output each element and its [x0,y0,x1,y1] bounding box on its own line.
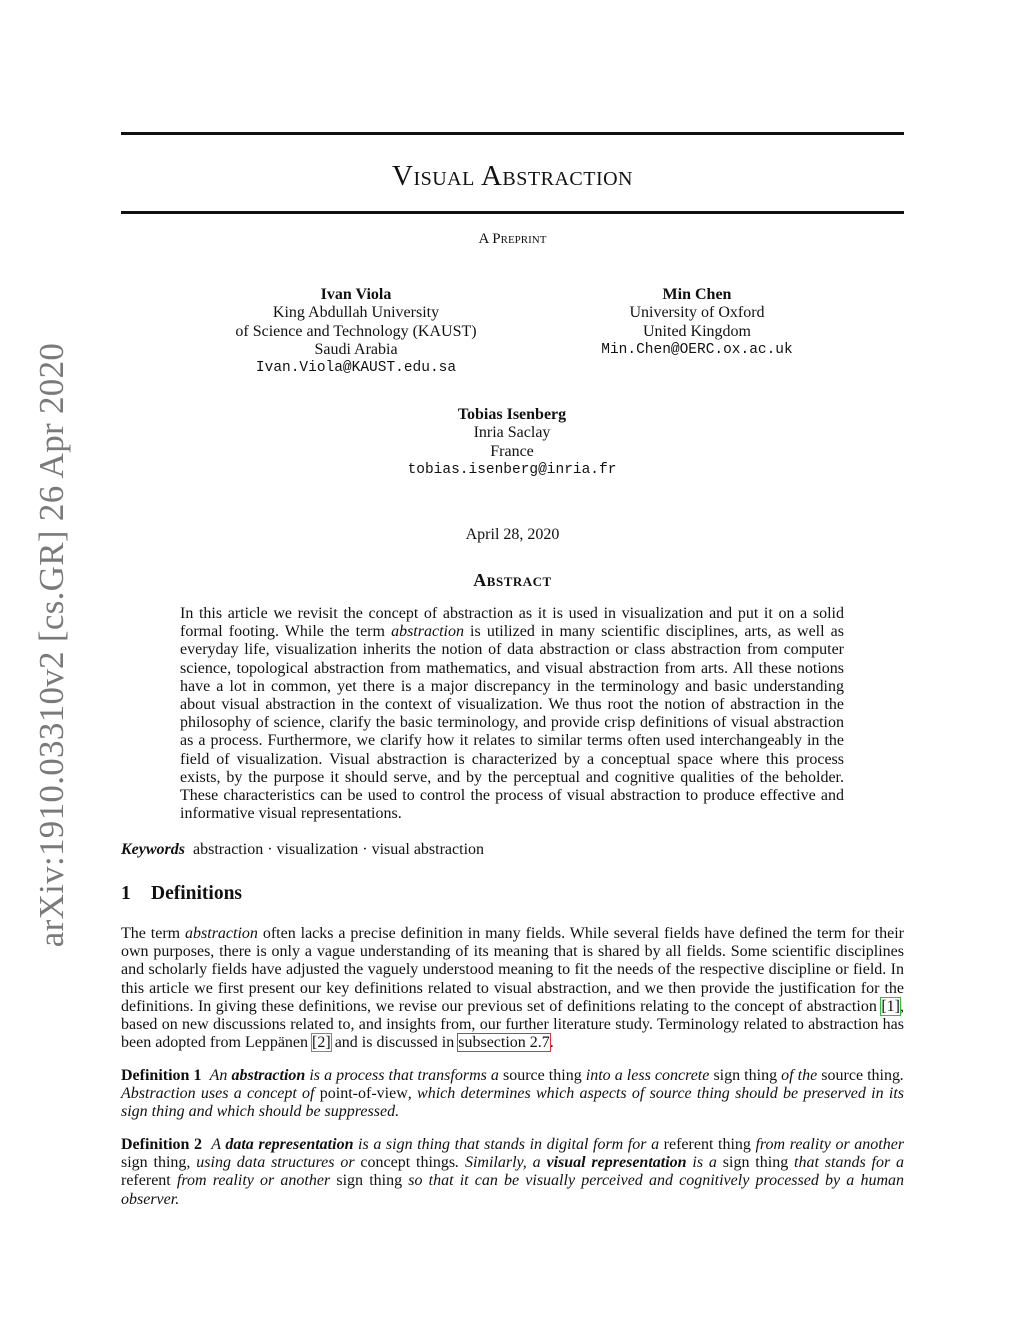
top-rule [121,132,904,135]
keywords-line [121,841,484,859]
author-email[interactable]: Ivan.Viola@KAUST.edu.sa [255,360,457,377]
section-heading [121,883,242,905]
author-affiliation: Inria Saclay [473,424,551,442]
preprint-label: A Preprint [478,231,547,247]
keywords-label: Keywords [121,841,185,858]
author-email[interactable]: tobias.isenberg@inria.fr [407,461,617,478]
author-block-viola [206,286,506,377]
definition-label: Definition 2 [121,1136,203,1153]
section-number: 1 [121,883,131,904]
author-country: France [490,442,534,460]
abstract-heading: Abstract [473,570,552,590]
author-name: Tobias Isenberg [457,406,567,423]
abstract-body: In this article we revisit the concept of abstraction as it is used in visualization and put it on a solid formal footing. While the term abstraction is utilized in many scientific disciplines, arts, as well as everyday life, visualization inherits the notion of data abstraction or class abstraction from computer science, topological abstraction from mathematics, and visual abstraction from arts. All these notions have a lot in common, yet there is a major discrepancy in the terminology and basic understanding about visual abstraction in the context of visualization. We thus root the notion of abstraction in the philosophy of science, clarify the basic terminology, and provide crisp definitions of visual abstraction as a process. Furthermore, we clarify how it relates to similar terms often used interchangeably in the field of visualization. Visual abstraction is characterized by a conceptual space where this process exists, by the purpose it should serve, and by the perceptual and cognitive qualities of the beholder. These characteristics can be used to control the process of visual abstraction to produce effective and informative visual representations. [180,605,845,823]
publication-date: April 28, 2020 [465,526,560,543]
author-affiliation: King Abdullah University [272,304,440,322]
citation-link[interactable]: [1] [881,997,900,1015]
author-country: United Kingdom [643,322,751,340]
author-country: Saudi Arabia [314,340,398,358]
paper-title: Visual Abstraction [392,160,633,192]
author-block-chen [577,286,817,359]
section-title: Definitions [151,883,243,904]
definition-label: Definition 1 [121,1067,202,1084]
author-name: Ivan Viola [320,286,392,303]
title-bottom-rule [121,211,904,214]
cross-reference-link[interactable]: subsection 2.7 [458,1034,550,1052]
author-affiliation: of Science and Technology (KAUST) [235,322,477,340]
author-name: Min Chen [662,286,732,303]
definition-1: Definition 1 An abstraction is a process that transforms a source thing into a less concrete sign thing of the source thing. Abstraction uses a concept of point-of-view, which determines which aspects of source thing should be preserved in its sign thing and which should be suppressed. [121,1067,904,1121]
author-block-isenberg [362,406,662,479]
author-affiliation: University of Oxford [629,304,765,322]
arxiv-sidebar-stamp: arXiv:1910.03310v2 [cs.GR] 26 Apr 2020 [32,342,71,948]
citation-link[interactable]: [2] [312,1034,331,1052]
author-email[interactable]: Min.Chen@OERC.ox.ac.uk [601,341,793,358]
section-paragraph: The term abstraction often lacks a precise definition in many fields. While several fields have defined the term for their own purposes, there is only a vague understanding of its meaning that is shared by all fields. Some scientific disciplines and scholarly fields have adjusted the vaguely understood meaning to fit the needs of the respective discipline or field. In this article we first present our key definitions related to visual abstraction, and we then provide the justification for the definitions. In giving these definitions, we revise our previous set of definitions relating to the concept of abstraction [1], based on new discussions related to, and insights from, our further literature study. Terminology related to abstraction has been adopted from Leppänen [2] and is discussed in subsection 2.7. [121,925,904,1052]
definition-2: Definition 2 A data representation is a sign thing that stands in digital form for a referent thing from reality or another sign thing, using data structures or concept things. Similarly, a visual representation is a sign thing that stands for a referent from reality or another sign thing so that it can be visually perceived and cognitively processed by a human observer. [121,1136,905,1208]
keywords-list: abstraction · visualization · visual abstraction [193,841,485,858]
